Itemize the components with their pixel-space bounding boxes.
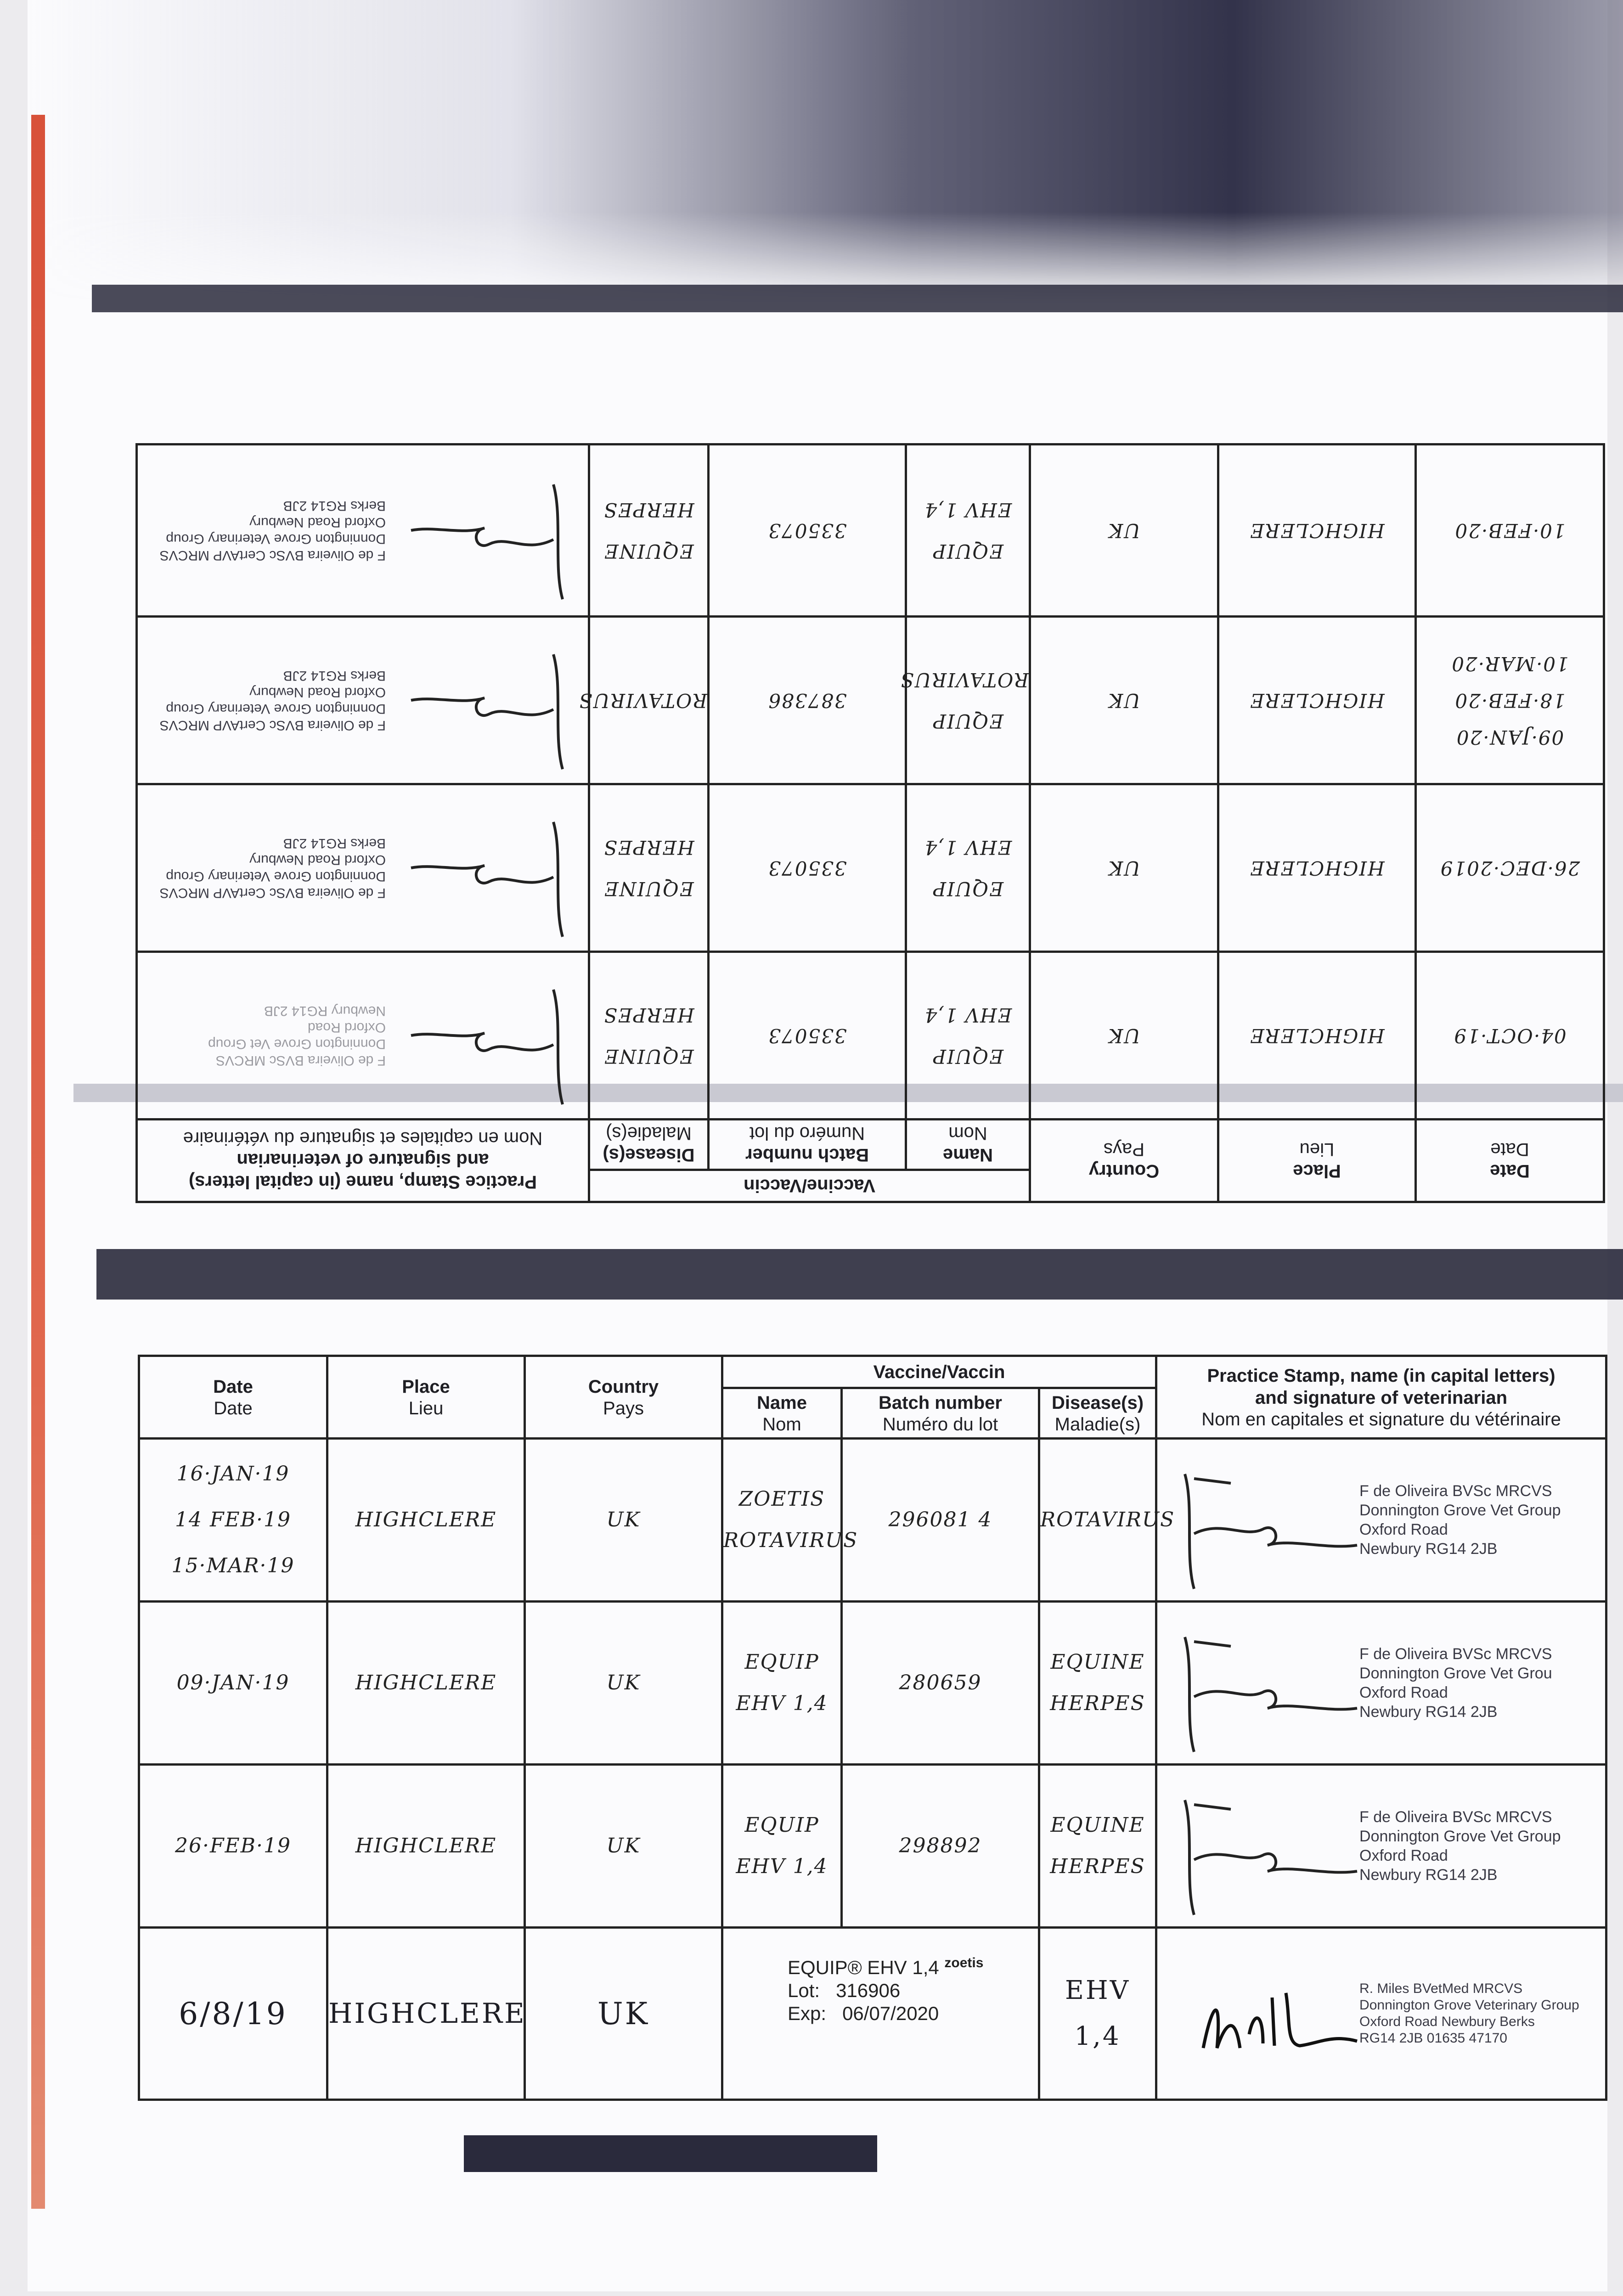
row-date: 6/8/19: [139, 1928, 327, 2100]
row-disease: EQUINE HERPES: [1039, 1765, 1156, 1928]
row-name: EQUIP EHV 1,4: [906, 445, 1030, 617]
row-stamp: F de Oliveira BVSc MRCVS Donnington Grove Vet Group Oxford Road Newbury RG14 2JB: [136, 952, 589, 1120]
vaccine-label-sticker: [722, 1928, 1039, 2100]
row-place: HIGHCLERE: [1218, 952, 1416, 1120]
table-row: [139, 1602, 1606, 1765]
label-product: EQUIP® EHV 1,4 $^{zoetis}$: [788, 1955, 984, 1978]
row-country: UK: [1030, 445, 1218, 617]
signature-icon: [1176, 1791, 1359, 1929]
row-stamp: F de Oliveira BVSc MRCVS Donnington Grove Vet Group Oxford Road Newbury RG14 2JB: [1156, 1765, 1606, 1928]
table-row: [136, 617, 1604, 784]
signature-icon: [406, 808, 581, 946]
scan-band-middle: [96, 1249, 1623, 1300]
row-batch: 296081 4: [842, 1439, 1039, 1602]
label-lot: Lot: 316906: [788, 1980, 901, 2001]
row-disease: EQUINE HERPES: [589, 784, 708, 952]
row-batch: 335073: [709, 784, 906, 952]
row-stamp: F de Oliveira BVSc MRCVS Donnington Grove Vet Grou Oxford Road Newbury RG14 2JB: [1156, 1602, 1606, 1765]
row-country: UK: [1030, 952, 1218, 1120]
row-country: UK: [525, 1439, 722, 1602]
row-disease: ROTAVIRUS: [589, 617, 708, 784]
lower-col-disease: Disease(s) Maladie(s): [1039, 1388, 1156, 1439]
lower-col-country: Country Pays: [525, 1356, 722, 1439]
row-batch: 335073: [709, 952, 906, 1120]
lower-col-stamp: Practice Stamp, name (in capital letters) and signature of veterinarian Nom en capitales et signature du vétérinaire: [1156, 1356, 1606, 1439]
row-country: UK: [1030, 617, 1218, 784]
row-date: 09·JAN·19: [139, 1602, 327, 1765]
signature-icon: [406, 641, 581, 778]
upper-col-country: Country Pays: [1030, 1120, 1218, 1202]
upper-col-date: Date Date: [1416, 1120, 1604, 1202]
row-date: 10·FEB·20: [1416, 445, 1604, 617]
row-country: UK: [525, 1602, 722, 1765]
upper-col-batch: Batch number Numéro du lot: [709, 1120, 906, 1170]
scan-band-top: [92, 285, 1623, 312]
upper-col-disease: Disease(s) Maladie(s): [589, 1120, 708, 1170]
row-place: HIGHCLERE: [327, 1602, 525, 1765]
signature-icon: [1176, 1465, 1359, 1603]
row-stamp: F de Oliveira BVSc CertAVP MRCVS Donnington Grove Veterinary Group Oxford Road Newbury Berks RG14 2JB: [136, 784, 589, 952]
upper-col-place: Place Lieu: [1218, 1120, 1416, 1202]
upper-table: [135, 443, 1605, 1203]
table-row: [139, 1765, 1606, 1928]
row-country: UK: [525, 1765, 722, 1928]
row-place: HIGHCLERE: [1218, 784, 1416, 952]
signature-icon: [406, 976, 581, 1114]
red-folder-edge: [31, 115, 45, 2209]
row-place: HIGHCLERE: [327, 1765, 525, 1928]
label-exp: Exp: 06/07/2020: [788, 2003, 939, 2024]
lower-col-batch: Batch number Numéro du lot: [842, 1388, 1039, 1439]
lower-vaccination-table: [138, 1355, 1607, 2101]
row-country: UK: [1030, 784, 1218, 952]
scan-shadow: [28, 0, 1623, 303]
row-name: ZOETIS ROTAVIRUS: [722, 1439, 842, 1602]
lower-col-name: Name Nom: [722, 1388, 842, 1439]
row-batch: 387386: [709, 617, 906, 784]
row-stamp: R. Miles BVetMed MRCVS Donnington Grove Veterinary Group Oxford Road Newbury Berks RG14 2JB 01635 47170: [1156, 1928, 1606, 2100]
row-disease: EQUINE HERPES: [589, 952, 708, 1120]
upper-col-stamp: Practice Stamp, name (in capital letters) and signature of veterinarian Nom en capitales et signature du vétérinaire: [136, 1120, 589, 1202]
row-name: EQUIP EHV 1,4: [906, 784, 1030, 952]
table-row: [136, 445, 1604, 617]
row-stamp: F de Oliveira BVSc CertAVP MRCVS Donnington Grove Veterinary Group Oxford Road Newbury Berks RG14 2JB: [136, 617, 589, 784]
row-disease: EQUINE HERPES: [1039, 1602, 1156, 1765]
row-batch: 298892: [842, 1765, 1039, 1928]
lower-col-date: Date Date: [139, 1356, 327, 1439]
table-row: [136, 952, 1604, 1120]
lower-col-place: Place Lieu: [327, 1356, 525, 1439]
row-place: HIGHCLERE: [1218, 445, 1416, 617]
table-row: [139, 1928, 1606, 2100]
table-row: [139, 1439, 1606, 1602]
row-batch: 335073: [709, 445, 906, 617]
lower-header-row-1: [139, 1356, 1606, 1388]
row-date: 09·JAN·20 18·FEB·20 10·MAR·20: [1416, 617, 1604, 784]
row-batch: 280659: [842, 1602, 1039, 1765]
row-date: 26·DEC·2019: [1416, 784, 1604, 952]
row-date: 04·OCT·19: [1416, 952, 1604, 1120]
scan-band-bottom: [464, 2135, 877, 2172]
row-disease: EQUINE HERPES: [589, 445, 708, 617]
signature-icon: [406, 471, 581, 608]
row-name: EQUIP EHV 1,4: [906, 952, 1030, 1120]
row-date: 26·FEB·19: [139, 1765, 327, 1928]
table-row: [136, 784, 1604, 952]
row-place: HIGHCLERE: [327, 1439, 525, 1602]
signature-icon: [1194, 1965, 1359, 2080]
row-place: HIGHCLERE: [1218, 617, 1416, 784]
row-stamp: F de Oliveira BVSc MRCVS Donnington Grove Vet Group Oxford Road Newbury RG14 2JB: [1156, 1439, 1606, 1602]
row-disease: ROTAVIRUS: [1039, 1439, 1156, 1602]
upper-col-name: Name Nom: [906, 1120, 1030, 1170]
signature-icon: [1176, 1628, 1359, 1766]
upper-header-row-1: [136, 1170, 1604, 1202]
upper-col-vaccine: Vaccine/Vaccin: [589, 1170, 1030, 1202]
row-place: HIGHCLERE: [327, 1928, 525, 2100]
row-date: 16·JAN·19 14 FEB·19 15·MAR·19: [139, 1439, 327, 1602]
row-name: EQUIP EHV 1,4: [722, 1765, 842, 1928]
row-stamp: F de Oliveira BVSc CertAVP MRCVS Donnington Grove Veterinary Group Oxford Road Newbury Berks RG14 2JB: [136, 445, 589, 617]
row-disease: EHV 1,4: [1039, 1928, 1156, 2100]
row-country: UK: [525, 1928, 722, 2100]
upper-vaccination-table: [142, 445, 1605, 1203]
row-name: EQUIP EHV 1,4: [722, 1602, 842, 1765]
lower-col-vaccine: Vaccine/Vaccin: [722, 1356, 1156, 1388]
row-name: EQUIP ROTAVIRUS: [906, 617, 1030, 784]
